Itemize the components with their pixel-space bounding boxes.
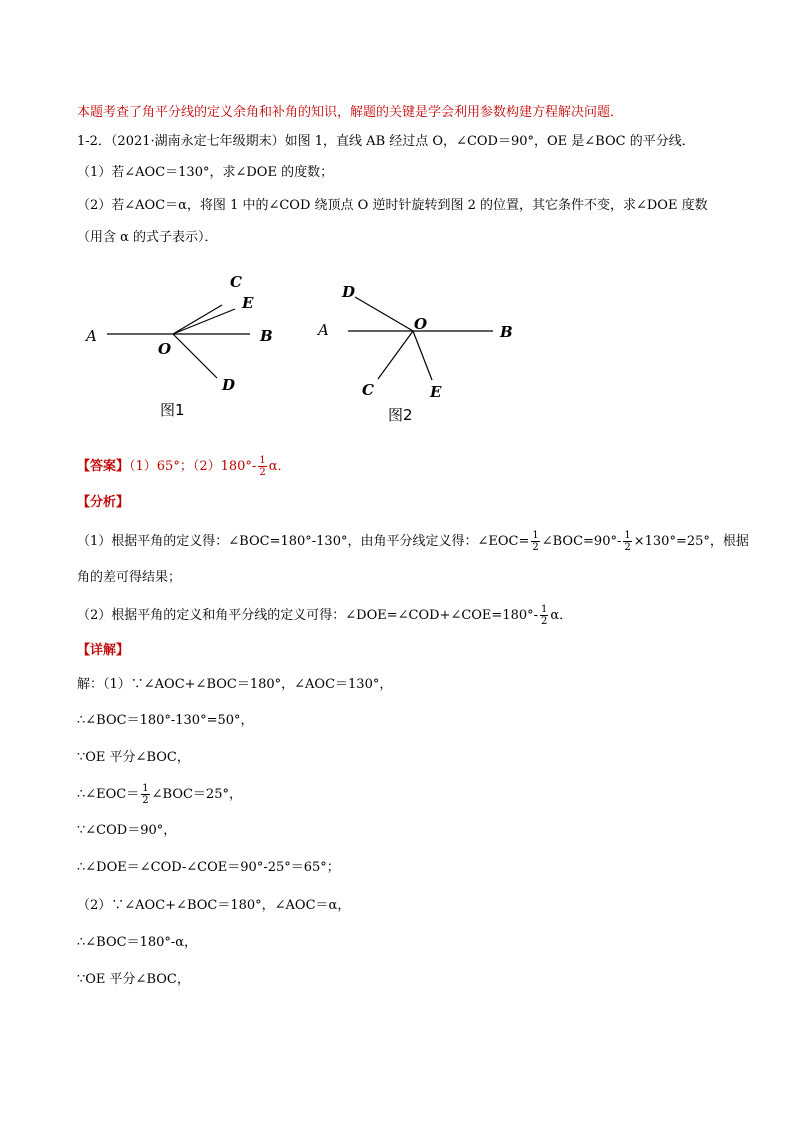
fig2-label-d: D (342, 283, 356, 301)
fig1-label-a: A (86, 327, 97, 345)
detail-step-5: ∵∠COD＝90°， (77, 823, 177, 838)
fig2-label-b: B (500, 323, 513, 341)
analysis-line-1b: 角的差可得结果； (77, 570, 182, 585)
detail-tag: 【详解】 (77, 643, 130, 658)
fig1-label-c: C (230, 273, 242, 291)
fig2-ray-oc (378, 331, 413, 379)
answer-line (77, 455, 290, 478)
detail-step-8: ∴∠BOC＝180°-α， (77, 935, 198, 950)
detail-step-7: （2）∵∠AOC+∠BOC＝180°，∠AOC＝α， (77, 898, 351, 913)
fraction-half: $\frac{1}{2}$ (259, 455, 266, 478)
analysis-line-1: （1）根据平角的定义得：∠BOC=180°-130°，由角平分线定义得：∠EOC= $\frac{1}{2}$ ∠BOC=90°- $\frac{1}{2}$ ×130°=25°，根据 (77, 530, 749, 553)
fig1-label-o: O (158, 340, 172, 358)
fraction-half: $\frac{1}{2}$ (541, 604, 548, 627)
fraction-half: $\frac{1}{2}$ (624, 530, 631, 553)
analysis-tag-line (77, 494, 129, 512)
fig2-label-o: O (414, 315, 428, 333)
detail-step-3: ∵OE 平分∠BOC， (77, 750, 190, 765)
answer-tail: α． (268, 459, 291, 474)
fig2-label-a: A (318, 321, 329, 339)
detail-tag-line (77, 642, 129, 660)
fraction-half: $\frac{1}{2}$ (142, 783, 149, 806)
detail-step-2: ∴∠BOC＝180°-130°=50°， (77, 713, 254, 728)
figure-1 (80, 265, 300, 425)
intro-text: 本题考查了角平分线的定义余角和补角的知识，解题的关键是学会利用参数构建方程解决问题． (77, 105, 624, 120)
detail-step-4: ∴∠EOC＝ $\frac{1}{2}$ ∠BOC＝25°， (77, 783, 242, 806)
question-1: （1）若∠AOC＝130°，求∠DOE 的度数； (77, 165, 334, 180)
figure-2 (310, 275, 530, 435)
fig1-ray-od (173, 334, 217, 378)
question-2-cont: （用含 α 的式子表示）． (77, 230, 218, 245)
fig1-label-d: D (222, 376, 236, 394)
problem-statement: 1-2．（2021·湖南永定七年级期末）如图 1，直线 AB 经过点 O，∠COD＝90°，OE 是∠BOC 的平分线． (77, 134, 695, 149)
fig2-ray-oe (413, 331, 432, 380)
fig1-label-e: E (242, 294, 254, 312)
question-2: （2）若∠AOC＝α，将图 1 中的∠COD 绕顶点 O 逆时针旋转到图 2 的位置，其它条件不变，求∠DOE 度数 (77, 198, 708, 213)
answer-text: （1）65°；（2）180°- (129, 459, 257, 474)
detail-step-9: ∵OE 平分∠BOC， (77, 972, 190, 987)
fig1-ray-oe (173, 309, 235, 334)
fig2-ray-od (355, 297, 413, 331)
analysis-line-2: （2）根据平角的定义和角平分线的定义可得：∠DOE=∠COD+∠COE=180°- $\frac{1}{2}$ α． (77, 604, 573, 627)
answer-tag: 【答案】 (77, 459, 130, 474)
fig2-caption: 图2 (388, 406, 413, 424)
fig1-caption: 图1 (160, 401, 185, 419)
fig2-label-e: E (430, 383, 442, 401)
fig2-label-c: C (362, 381, 374, 399)
fig1-ray-oc (173, 305, 222, 334)
analysis-tag: 【分析】 (77, 495, 130, 510)
fraction-half: $\frac{1}{2}$ (532, 530, 539, 553)
fig1-label-b: B (260, 327, 273, 345)
detail-step-1: 解：（1）∵∠AOC+∠BOC＝180°，∠AOC＝130°， (77, 677, 393, 692)
detail-step-6: ∴∠DOE＝∠COD-∠COE＝90°-25°＝65°； (77, 860, 340, 875)
